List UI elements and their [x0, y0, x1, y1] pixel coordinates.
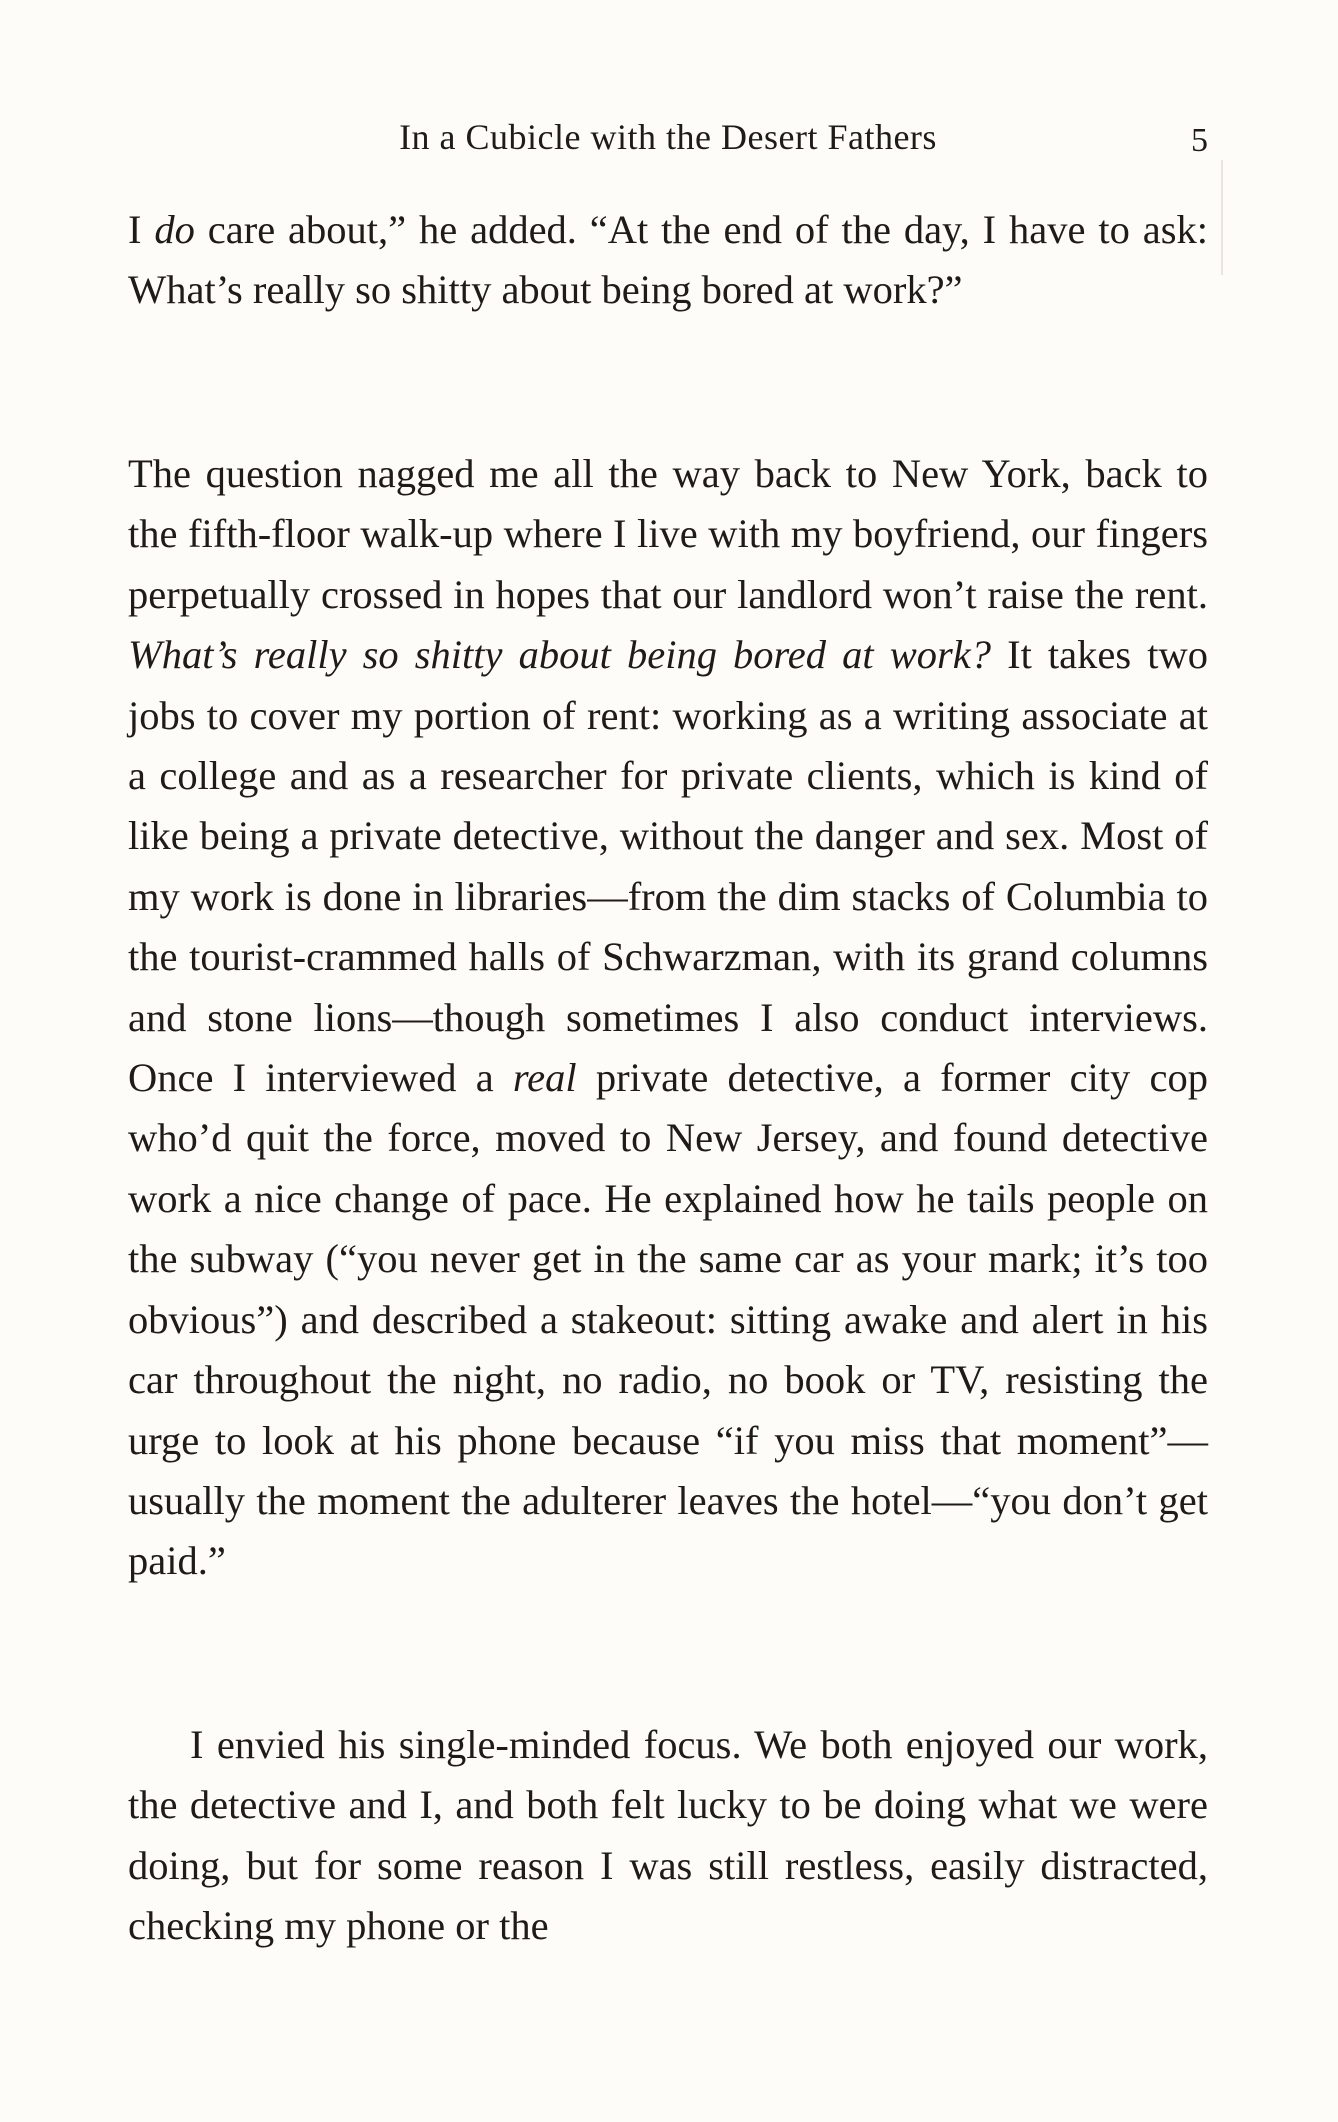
- page-edge-mark: [1221, 160, 1223, 275]
- paragraph-continued: [128, 200, 1208, 321]
- page-number: 5: [1191, 122, 1208, 159]
- italic-text: What’s really so shitty about being bored at work?: [128, 632, 991, 678]
- text-run: I: [128, 207, 155, 252]
- italic-text: real: [512, 1055, 577, 1101]
- text-run: care about,” he added. “At the end of the day, I have to ask: What’s really so shitty about being bored at work?”: [128, 207, 1208, 313]
- text-run: It takes two jobs to cover my portion of rent: working as a writing associate at a college and as a researcher for private clients, which is kind of like being a private detective, without the danger and sex. Most of my work is done in libraries—from the dim stacks of Columbia to the tourist-crammed halls of Schwarzman, with its grand columns and stone lions—though sometimes I also conduct interviews. Once I interviewed a: [128, 632, 1208, 1101]
- text-run: I envied his single-minded focus. We both enjoyed our work, the detective and I, and both felt lucky to be doing what we were doing, but for some reason I was still restless, easily distracted, checking my phone or the: [128, 1722, 1208, 1949]
- text-run: The question nagged me all the way back to New York, back to the fifth-floor walk-up where I live with my boyfriend, our fingers perpetually crossed in hopes that our landlord won’t raise the rent.: [128, 451, 1208, 617]
- page-header: [128, 112, 1208, 162]
- paragraph-section-start: [128, 444, 1208, 1592]
- italic-text: do: [154, 207, 195, 252]
- text-run: private detective, a former city cop who’d quit the force, moved to New Jersey, and found detective work a nice change of pace. He explained how he tails people on the subway (“you never get in the same car as your mark; it’s too obvious”) and described a stakeout: sitting awake and alert in his car throughout the night, no radio, no book or TV, resisting the urge to look at his phone because “if you miss that moment”—usually the moment the adulterer leaves the hotel—“you don’t get paid.”: [128, 1055, 1208, 1584]
- running-head: In a Cubicle with the Desert Fathers: [399, 117, 937, 157]
- paragraph-indented: [128, 1715, 1208, 1957]
